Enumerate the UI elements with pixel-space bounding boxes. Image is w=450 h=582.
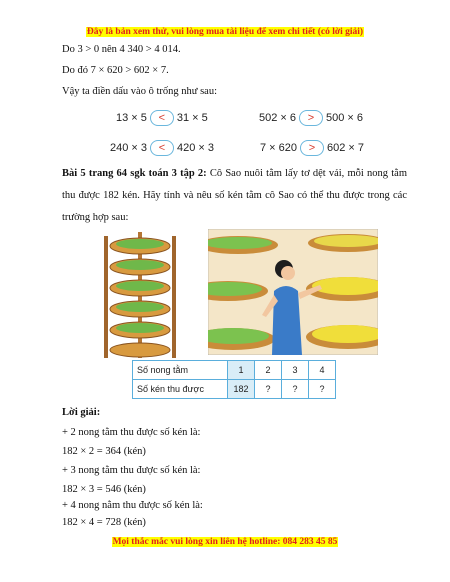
comparison-left: 502 × 6: [259, 111, 297, 124]
comparison-3: [110, 140, 214, 156]
exercise-paragraph: [62, 163, 407, 229]
table-cell: 4: [309, 361, 336, 380]
table-cell: ?: [309, 380, 336, 399]
solution-line-2: 182 × 2 = 364 (kén): [62, 446, 146, 457]
comparison-sign: <: [150, 110, 174, 126]
comparison-sign: >: [299, 110, 323, 126]
comparison-right: 500 × 6: [326, 111, 364, 124]
comparison-2: [259, 110, 363, 126]
bottom-banner-text: Mọi thắc mắc vui lòng xin liên hệ hotline: 084 283 45 85: [112, 537, 338, 547]
comparison-1: [116, 110, 208, 126]
solution-line-3: + 3 nong tằm thu được số kén là:: [62, 465, 201, 476]
comparison-left: 7 × 620: [260, 141, 298, 154]
intro-line-2: Do đó 7 × 620 > 602 × 7.: [62, 65, 169, 76]
comparison-sign: <: [150, 140, 174, 156]
woman-harvesting-illustration: [208, 229, 378, 355]
table-cell: 182: [228, 380, 255, 399]
bottom-banner: [0, 537, 450, 547]
top-banner-text: Đây là bản xem thử, vui lòng mua tài liệu để xem chi tiết (có lời giải): [86, 27, 364, 37]
table-row-label: Số nong tằm: [133, 361, 228, 380]
comparison-right: 420 × 3: [177, 141, 215, 154]
comparison-4: [260, 140, 364, 156]
comparison-left: 13 × 5: [116, 111, 147, 124]
solution-heading: Lời giải:: [62, 407, 101, 418]
table-cell: 1: [228, 361, 255, 380]
silkworm-rack-illustration: [100, 232, 180, 360]
intro-line-1: Do 3 > 0 nên 4 340 > 4 014.: [62, 44, 181, 55]
table-cell: ?: [255, 380, 282, 399]
table-cell: 3: [282, 361, 309, 380]
comparison-right: 31 × 5: [176, 111, 208, 124]
exercise-text: Cô Sao nuôi tằm lấy tơ dệt vải, mỗi nong tằm thu được 182 kén. Hãy tính và nêu số kén tằm cô Sao có thể thu được trong các trường hợp sau:: [62, 168, 408, 223]
intro-line-3: Vậy ta điền dấu vào ô trống như sau:: [62, 86, 217, 97]
comparison-left: 240 × 3: [110, 141, 148, 154]
solution-line-4: 182 × 3 = 546 (kén): [62, 484, 146, 495]
comparison-sign: >: [300, 140, 324, 156]
table-row-label: Số kén thu được: [133, 380, 228, 399]
comparison-right: 602 × 7: [327, 141, 365, 154]
top-banner: [0, 27, 450, 37]
solution-line-5: + 4 nong nằm thu được số kén là:: [62, 500, 203, 511]
table-row: [133, 361, 336, 380]
cocoon-table: [132, 360, 336, 399]
exercise-title: Bài 5 trang 64 sgk toán 3 tập 2:: [62, 168, 207, 179]
solution-line-6: 182 × 4 = 728 (kén): [62, 517, 146, 528]
table-row: [133, 380, 336, 399]
solution-line-1: + 2 nong tằm thu được số kén là:: [62, 427, 201, 438]
table-cell: 2: [255, 361, 282, 380]
table-cell: ?: [282, 380, 309, 399]
